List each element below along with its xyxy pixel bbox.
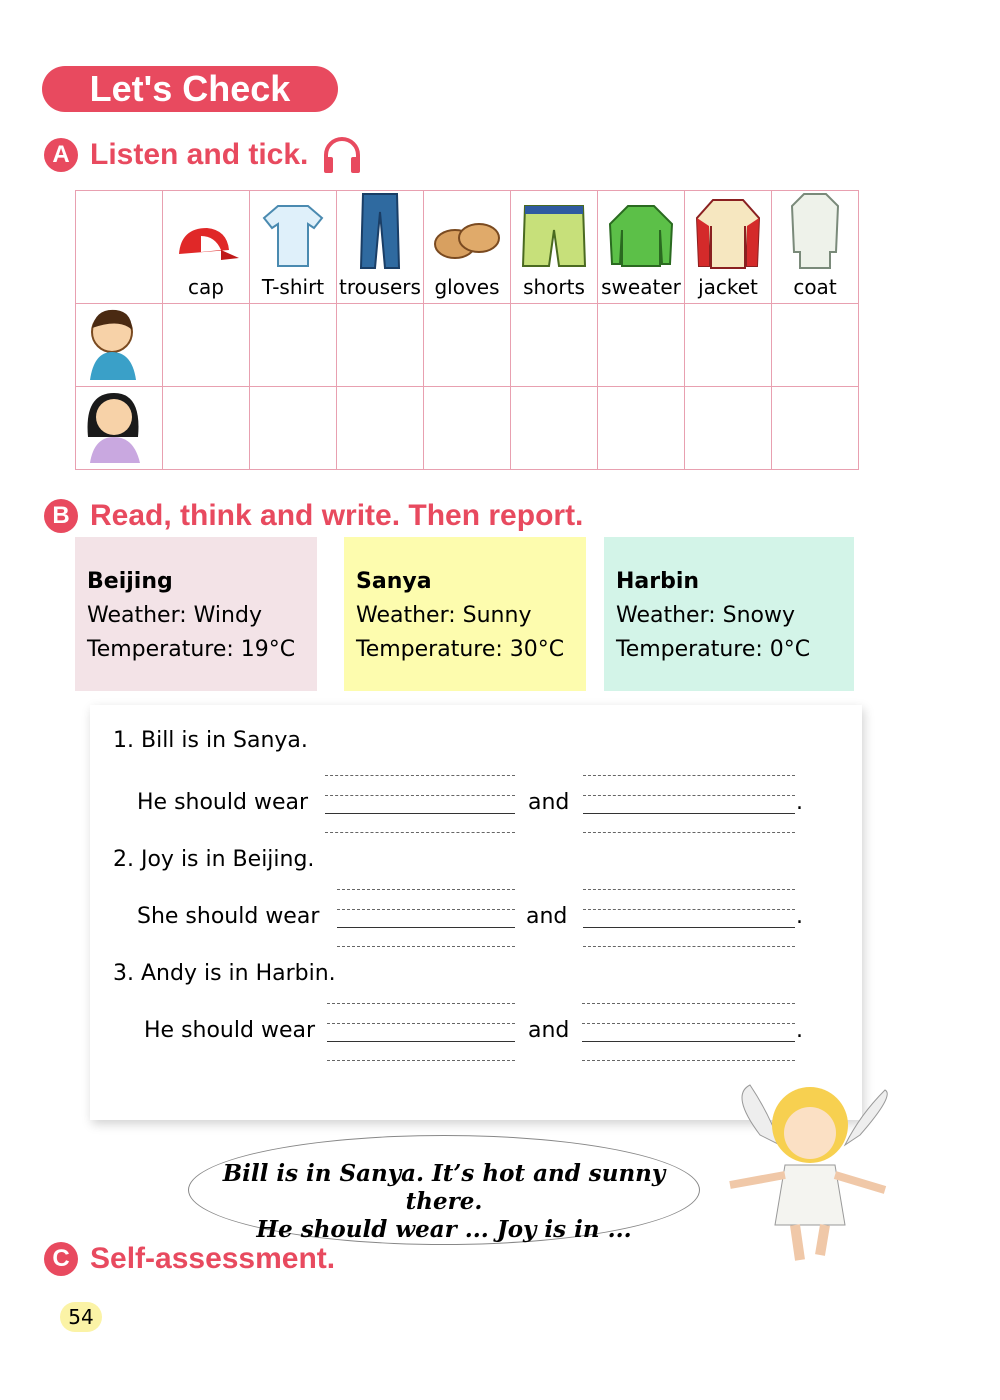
page-number: 54 — [60, 1302, 102, 1332]
answer-blank-1a[interactable] — [325, 775, 515, 833]
and-text: and — [526, 904, 568, 929]
sweater-icon — [604, 200, 678, 270]
boy-avatar — [76, 304, 163, 387]
period: . — [796, 1018, 803, 1043]
question-3: 3. Andy is in Harbin. — [113, 961, 336, 986]
city-card-sanya — [344, 537, 586, 691]
question-2: 2. Joy is in Beijing. — [113, 847, 315, 872]
empty-cell — [76, 191, 163, 304]
girl-avatar — [76, 387, 163, 470]
items-row — [76, 191, 859, 304]
shorts-icon — [519, 200, 589, 270]
section-letter: A — [44, 138, 78, 172]
item-gloves: gloves — [424, 191, 511, 304]
answer-blank-3a[interactable] — [327, 1003, 515, 1061]
section-title: Listen and tick. — [90, 138, 309, 171]
tick-cell[interactable] — [250, 387, 337, 470]
question-3-lead: He should wear — [144, 1018, 316, 1043]
boy-row — [76, 304, 859, 387]
boy-icon — [76, 304, 156, 382]
headphones-icon — [320, 135, 364, 175]
city-name: Sanya — [356, 569, 432, 594]
question-2-lead: She should wear — [137, 904, 320, 929]
city-card-beijing — [75, 537, 317, 691]
section-title: Read, think and write. Then report. — [90, 499, 584, 532]
tick-cell[interactable] — [511, 304, 598, 387]
tick-cell[interactable] — [163, 387, 250, 470]
item-tshirt: T-shirt — [250, 191, 337, 304]
section-c-heading — [44, 1242, 335, 1276]
city-card-harbin — [604, 537, 854, 691]
city-weather: Weather: Windy — [87, 603, 262, 628]
item-trousers: trousers — [337, 191, 424, 304]
tick-cell[interactable] — [163, 304, 250, 387]
cap-icon — [171, 214, 241, 270]
tick-cell[interactable] — [772, 304, 859, 387]
and-text: and — [528, 790, 570, 815]
question-1: 1. Bill is in Sanya. — [113, 728, 308, 753]
section-b-heading — [44, 499, 583, 533]
city-temp: Temperature: 19°C — [87, 637, 296, 662]
period: . — [796, 904, 803, 929]
tick-cell[interactable] — [511, 387, 598, 470]
speech-bubble — [188, 1135, 700, 1245]
tick-cell[interactable] — [598, 387, 685, 470]
city-temp: Temperature: 0°C — [616, 637, 811, 662]
item-sweater: sweater — [598, 191, 685, 304]
city-temp: Temperature: 30°C — [356, 637, 565, 662]
tick-cell[interactable] — [772, 387, 859, 470]
city-weather: Weather: Snowy — [616, 603, 796, 628]
trousers-icon — [355, 192, 405, 270]
question-1-lead: He should wear — [137, 790, 309, 815]
jacket-icon — [693, 196, 763, 270]
tick-table — [75, 190, 859, 470]
section-title: Self-assessment. — [90, 1242, 336, 1275]
tick-cell[interactable] — [685, 387, 772, 470]
item-cap: cap — [163, 191, 250, 304]
tick-cell[interactable] — [424, 387, 511, 470]
section-a-heading — [44, 135, 364, 175]
item-jacket: jacket — [685, 191, 772, 304]
bubble-line-2: He should wear ... Joy is in ... — [256, 1216, 632, 1243]
gloves-icon — [429, 210, 505, 270]
bubble-line-1: Bill is in Sanya. It’s hot and sunny there. — [222, 1160, 666, 1215]
coat-icon — [790, 192, 840, 270]
and-text: and — [528, 1018, 570, 1043]
tick-cell[interactable] — [598, 304, 685, 387]
angel-icon — [720, 1075, 905, 1265]
answer-blank-1b[interactable] — [583, 775, 795, 833]
city-name: Harbin — [616, 569, 700, 594]
section-letter: B — [44, 499, 78, 533]
answer-blank-3b[interactable] — [582, 1003, 795, 1061]
answer-blank-2b[interactable] — [583, 889, 795, 947]
period: . — [796, 790, 803, 815]
tick-cell[interactable] — [424, 304, 511, 387]
answer-blank-2a[interactable] — [337, 889, 515, 947]
tick-cell[interactable] — [250, 304, 337, 387]
tick-cell[interactable] — [337, 304, 424, 387]
tick-cell[interactable] — [685, 304, 772, 387]
girl-icon — [76, 387, 156, 465]
city-weather: Weather: Sunny — [356, 603, 532, 628]
item-shorts: shorts — [511, 191, 598, 304]
city-name: Beijing — [87, 569, 173, 594]
tshirt-icon — [258, 200, 328, 270]
section-letter: C — [44, 1242, 78, 1276]
lets-check-banner: Let's Check — [42, 66, 338, 112]
item-coat: coat — [772, 191, 859, 304]
girl-row — [76, 387, 859, 470]
tick-cell[interactable] — [337, 387, 424, 470]
